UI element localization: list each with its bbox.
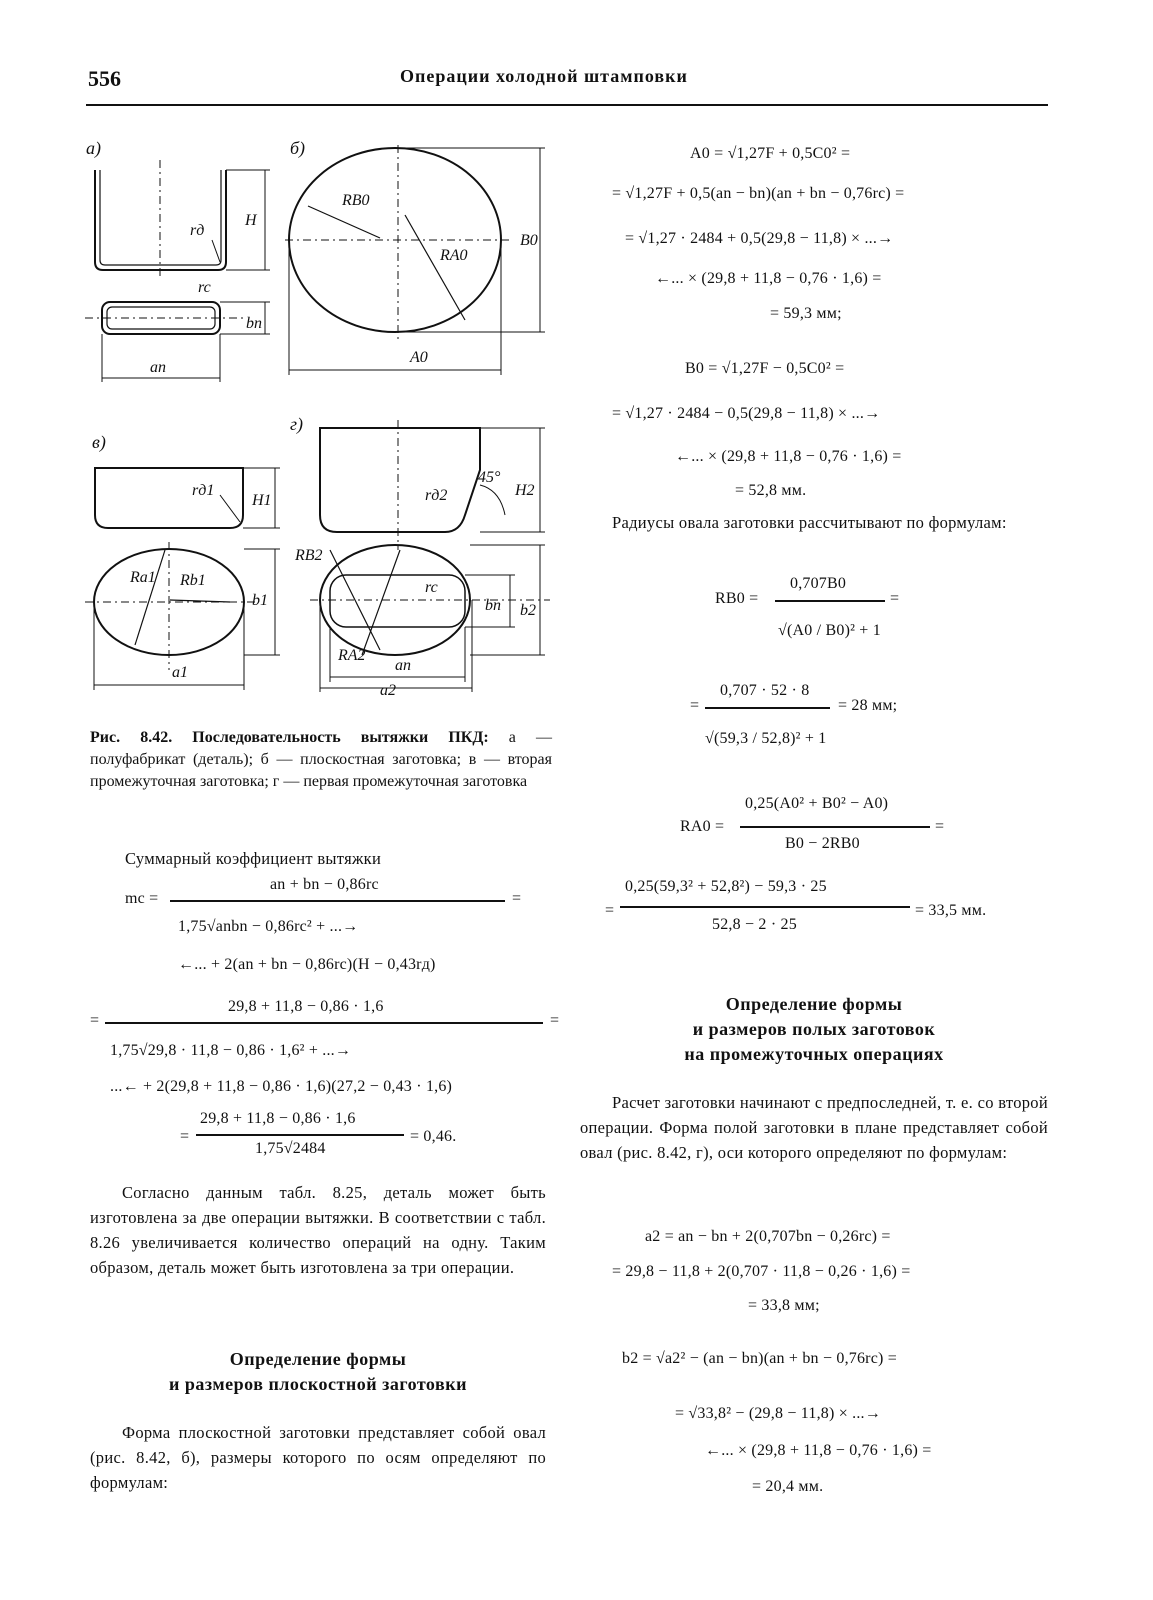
label-R-a1: Ra1 [130, 569, 156, 586]
A0-line2: = √1,27F + 0,5(an − bn)(an + bn − 0,76rc) = [612, 185, 905, 202]
b2-result: = 20,4 мм. [752, 1478, 824, 1495]
label-b-n: bn [246, 315, 262, 332]
paragraph-operations: Согласно данным табл. 8.25, деталь может быть изготовлена за две операции вытяжки. В соответствии с табл. 8.26 увеличивается количество операций на одну. Таким образом, деталь может быть изготовлена за три операции. [90, 1183, 546, 1277]
mc3-result: = 0,46. [410, 1128, 457, 1145]
label-r-c: rc [198, 279, 211, 296]
paragraph-intermediate: Расчет заготовки начинают с предпоследней, т. е. со второй операции. Форма полой заготовки в плане представляет собой овал (рис. 8.42, г), оси которого определяют по формулам: [580, 1093, 1048, 1162]
label-r-d1: rд1 [192, 482, 215, 499]
RB0-denominator: √(A0 / B0)² + 1 [778, 622, 881, 639]
mc2-numerator: 29,8 + 11,8 − 0,86 · 1,6 [228, 998, 384, 1015]
panel-label-a: а) [86, 138, 101, 158]
mc3-fraction-bar [196, 1134, 404, 1136]
label-a-2: a2 [380, 682, 396, 699]
label-R-B0: RB0 [342, 192, 370, 209]
mc2-den-line2: ...← + 2(29,8 + 11,8 − 0,86 · 1,6)(27,2 − 0,43 · 1,6) [110, 1078, 453, 1095]
RA0v-numerator: 0,25(59,3² + 52,8²) − 59,3 · 25 [625, 878, 827, 895]
section-heading-line: и размеров плоскостной заготовки [169, 1374, 467, 1394]
label-H: H [245, 212, 257, 229]
A0-result: = 59,3 мм; [770, 305, 842, 322]
label-a-1: a1 [172, 664, 188, 681]
RA0-lhs: RA0 = [680, 818, 725, 835]
A0-line1: A0 = √1,27F + 0,5C0² = [690, 145, 851, 162]
b2-line3: ←... × (29,8 + 11,8 − 0,76 · 1,6) = [705, 1442, 932, 1459]
b2-line2: = √33,8² − (29,8 − 11,8) × ...→ [675, 1405, 881, 1422]
section-heading-line: Определение формы [229, 1349, 407, 1369]
mc-den-line2: ←... + 2(an + bn − 0,86rc)(H − 0,43rд) [178, 956, 436, 973]
RB0v-eq: = [690, 697, 700, 714]
a2-result: = 33,8 мм; [748, 1297, 820, 1314]
label-R-A2: RA2 [338, 647, 366, 664]
section-heading-hollow-blanks [580, 992, 1048, 1067]
label-angle-45: 45° [478, 469, 501, 486]
label-H-2: H2 [515, 482, 535, 499]
label-R-B2: RB2 [295, 547, 323, 564]
figure-caption [90, 727, 552, 793]
section-heading-line: Определение формы [725, 994, 903, 1014]
mc3-numerator: 29,8 + 11,8 − 0,86 · 1,6 [200, 1110, 356, 1127]
label-R-b1: Rb1 [180, 572, 206, 589]
B0-line1: B0 = √1,27F − 0,5C0² = [685, 360, 845, 377]
mc-eq: = [512, 890, 522, 907]
page-number: 556 [88, 66, 121, 91]
paragraph-flat-blank: Форма плоскостной заготовки представляет собой овал (рис. 8.42, б), размеры которого по осям определяют по формулам: [90, 1423, 546, 1492]
mc2-eq-right: = [550, 1012, 560, 1029]
caption-text: а — полуфабрикат (деталь); б — плоскостная заготовка; в — вторая промежуточная заготовка; г — первая промежуточная заготовка [90, 729, 552, 790]
RB0-numerator: 0,707B0 [790, 575, 847, 592]
label-r-d: rд [190, 222, 205, 239]
label-a-n: an [150, 359, 166, 376]
a2-line2: = 29,8 − 11,8 + 2(0,707 · 11,8 − 0,26 · 1,6) = [612, 1263, 911, 1280]
label-R-A0: RA0 [440, 247, 468, 264]
mc-fraction-bar [170, 900, 505, 902]
RA0-eq: = [935, 818, 945, 835]
RA0-numerator: 0,25(A0² + B0² − A0) [745, 795, 889, 812]
RA0v-fraction-bar [620, 906, 910, 908]
RA0v-result: = 33,5 мм. [915, 902, 987, 919]
mc3-eq: = [180, 1128, 190, 1145]
RB0-eq: = [890, 590, 900, 607]
panel-label-b: б) [290, 138, 306, 158]
paragraph-radii: Радиусы овала заготовки рассчитывают по формулам: [612, 513, 1007, 532]
panel-label-g: г) [290, 414, 304, 434]
B0-result: = 52,8 мм. [735, 482, 807, 499]
mc-den-line1: 1,75√anbn − 0,86rc² + ...→ [178, 918, 359, 935]
label-b-n-g: bn [485, 597, 501, 614]
label-r-c-g: rc [425, 579, 438, 596]
label-b-1: b1 [252, 592, 268, 609]
a2-line1: a2 = an − bn + 2(0,707bn − 0,26rc) = [645, 1228, 891, 1245]
running-title: Операции холодной штамповки [400, 66, 688, 86]
section-heading-flat-blank [90, 1347, 546, 1397]
mc2-den-line1: 1,75√29,8 · 11,8 − 0,86 · 1,6² + ...→ [110, 1042, 352, 1059]
RB0v-denominator: √(59,3 / 52,8)² + 1 [705, 730, 827, 747]
caption-title: Рис. 8.42. Последовательность вытяжки ПКД: [90, 729, 489, 746]
figure-8-42 [80, 130, 560, 700]
header-rule [86, 104, 1048, 106]
RB0v-result: = 28 мм; [838, 697, 898, 714]
RB0v-numerator: 0,707 · 52 · 8 [720, 682, 810, 699]
RA0v-eq: = [605, 902, 615, 919]
mc-lhs: mc = [125, 890, 159, 907]
RB0-lhs: RB0 = [715, 590, 759, 607]
label-A-0: A0 [410, 349, 428, 366]
A0-line3: = √1,27 · 2484 + 0,5(29,8 − 11,8) × ...→ [625, 230, 894, 247]
label-r-d2: rд2 [425, 487, 448, 504]
label-B-0: B0 [520, 232, 538, 249]
mc-numerator: an + bn − 0,86rc [270, 876, 379, 893]
mc3-denominator: 1,75√2484 [255, 1140, 326, 1157]
mc2-fraction-bar [105, 1022, 543, 1024]
mc2-eq-left: = [90, 1012, 100, 1029]
section-heading-line: на промежуточных операциях [684, 1044, 944, 1064]
panel-label-v: в) [92, 432, 106, 452]
RA0-denominator: B0 − 2RB0 [785, 835, 860, 852]
label-b-2: b2 [520, 602, 536, 619]
RA0v-denominator: 52,8 − 2 · 25 [712, 916, 797, 933]
section-heading-line: и размеров полых заготовок [692, 1019, 936, 1039]
label-H-1: H1 [252, 492, 272, 509]
b2-line1: b2 = √a2² − (an − bn)(an + bn − 0,76rc) = [622, 1350, 897, 1367]
RA0-fraction-bar [740, 826, 930, 828]
RB0v-fraction-bar [705, 707, 830, 709]
summary-label: Суммарный коэффициент вытяжки [125, 849, 382, 868]
RB0-fraction-bar [775, 600, 885, 602]
B0-line3: ←... × (29,8 + 11,8 − 0,76 · 1,6) = [675, 448, 902, 465]
B0-line2: = √1,27 · 2484 − 0,5(29,8 − 11,8) × ...→ [612, 405, 881, 422]
A0-line4: ←... × (29,8 + 11,8 − 0,76 · 1,6) = [655, 270, 882, 287]
label-a-n-g: an [395, 657, 411, 674]
